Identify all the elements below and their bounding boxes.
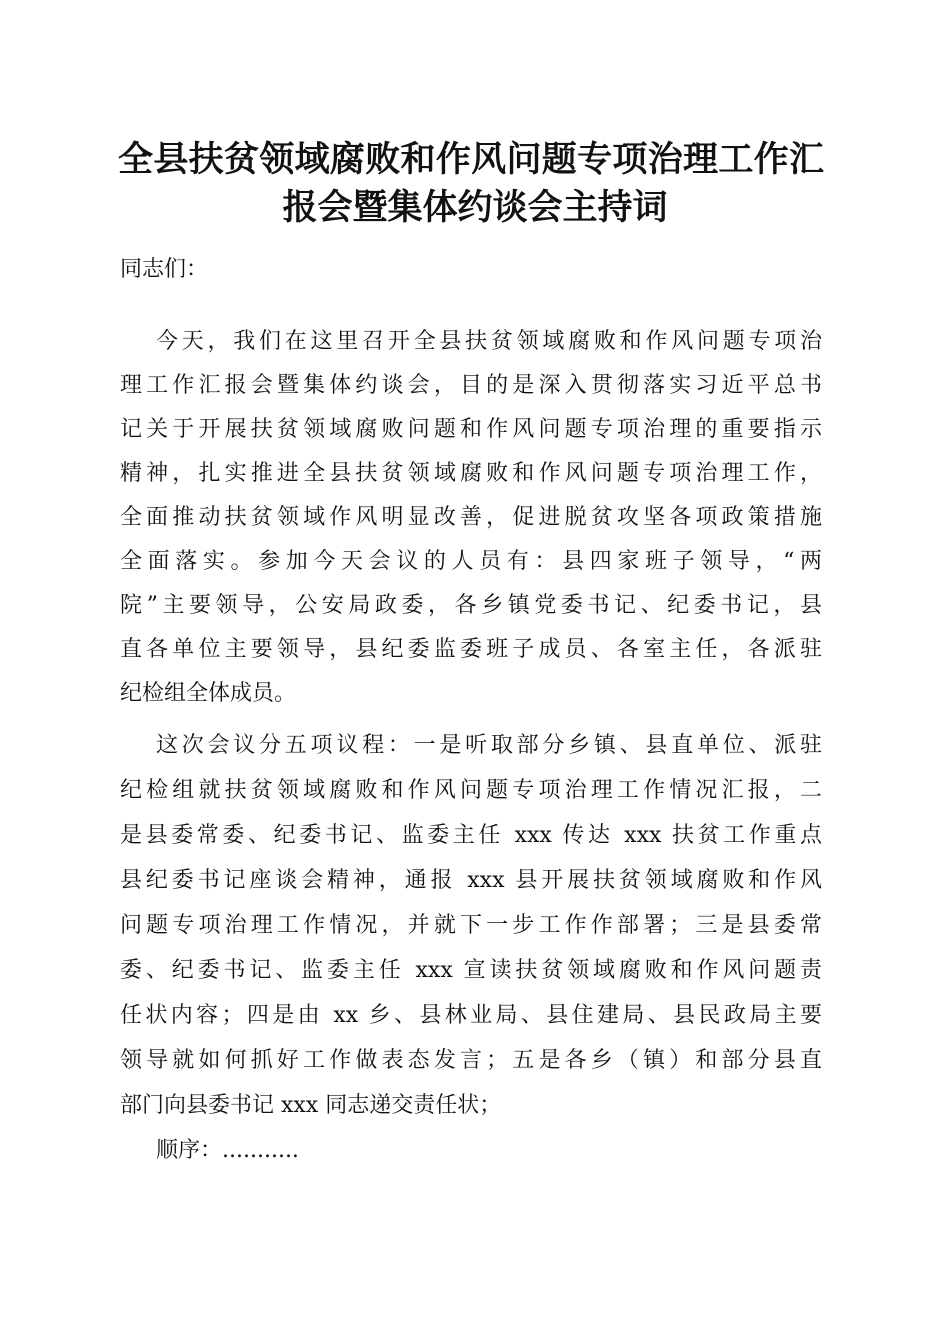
- text-line: 今天，我们在这里召开全县扶贫领域腐败和作风问题专项治: [156, 329, 822, 354]
- text-line: 记关于开展扶贫领域腐败问题和作风问题专项治理的重要指示: [120, 417, 822, 442]
- text-line: 全面推动扶贫领域作风明显改善，促进脱贫攻坚各项政策措施: [120, 505, 822, 530]
- text-line: 院”主要领导，公安局政委，各乡镇党委书记、纪委书记，县: [120, 593, 822, 618]
- paragraph-attendees: [120, 320, 822, 716]
- title-line-2: 报会暨集体约谈会主持词: [282, 187, 668, 228]
- text-line: 纪检组就扶贫领域腐败和作风问题专项治理工作情况汇报，二: [120, 778, 822, 803]
- paragraph-agenda: [120, 723, 822, 1173]
- text-line: 任状内容；四是由 xx 乡、县林业局、县住建局、县民政局主要: [120, 1003, 822, 1028]
- text-line: 全面落实。参加今天会议的人员有：县四家班子领导，“两: [120, 549, 822, 574]
- text-line: 精神，扎实推进全县扶贫领域腐败和作风问题专项治理工作，: [120, 461, 822, 486]
- text-line: 理工作汇报会暨集体约谈会，目的是深入贯彻落实习近平总书: [120, 373, 822, 398]
- text-line: 是县委常委、纪委书记、监委主任 xxx 传达 xxx 扶贫工作重点: [120, 823, 822, 848]
- text-line: 这次会议分五项议程：一是听取部分乡镇、县直单位、派驻: [156, 733, 822, 758]
- greeting: [120, 248, 822, 292]
- greeting-text: 同志们：: [120, 257, 209, 282]
- text-line: 直各单位主要领导，县纪委监委班子成员、各室主任，各派驻: [120, 637, 822, 662]
- text-line: 领导就如何抓好工作做表态发言；五是各乡（镇）和部分县直: [120, 1048, 822, 1073]
- text-line: 委、纪委书记、监委主任 xxx 宣读扶贫领域腐败和作风问题责: [120, 958, 822, 983]
- text-line: 县纪委书记座谈会精神，通报 xxx 县开展扶贫领域腐败和作风: [120, 868, 822, 893]
- order-line: 顺序：...........: [156, 1138, 299, 1163]
- text-line: 问题专项治理工作情况，并就下一步工作作部署；三是县委常: [120, 913, 822, 938]
- title-line-1: 全县扶贫领域腐败和作风问题专项治理工作汇: [118, 139, 824, 180]
- text-line: 纪检组全体成员。: [120, 681, 297, 706]
- text-line: 部门向县委书记 xxx 同志递交责任状；: [120, 1093, 502, 1118]
